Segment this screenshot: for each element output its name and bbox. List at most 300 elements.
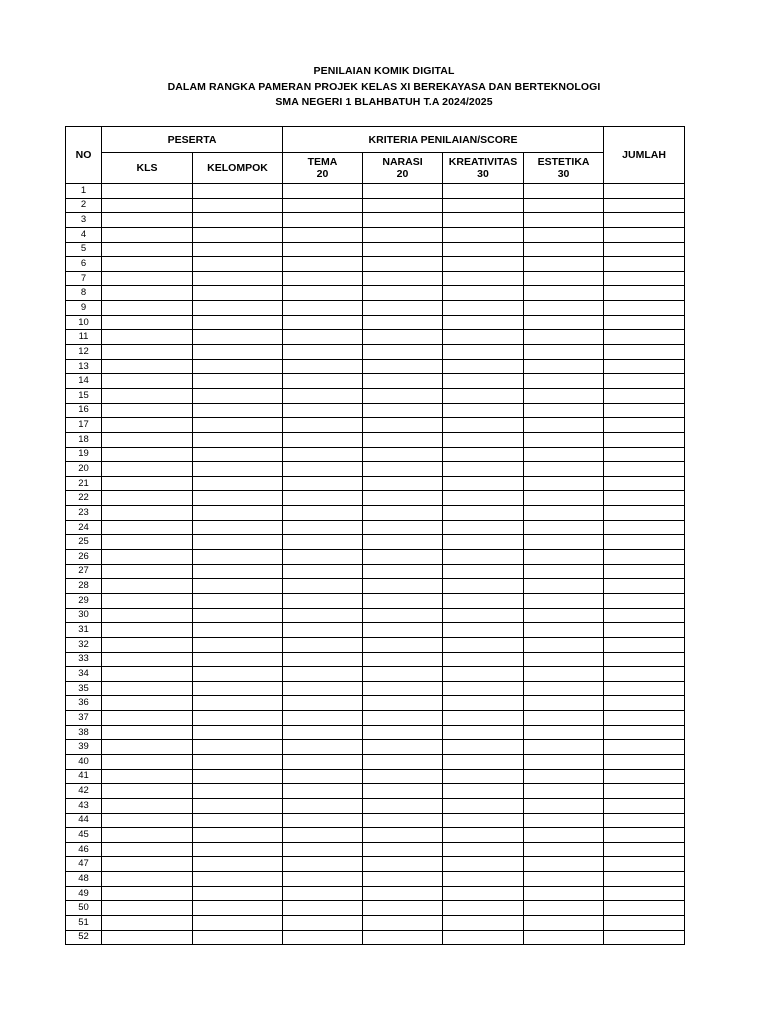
narasi-cell[interactable] bbox=[363, 506, 443, 521]
jumlah-cell[interactable] bbox=[604, 681, 685, 696]
narasi-cell[interactable] bbox=[363, 359, 443, 374]
kelompok-cell[interactable] bbox=[193, 315, 283, 330]
tema-cell[interactable] bbox=[283, 828, 363, 843]
kls-cell[interactable] bbox=[102, 462, 193, 477]
kreativitas-cell[interactable] bbox=[443, 842, 524, 857]
kls-cell[interactable] bbox=[102, 550, 193, 565]
tema-cell[interactable] bbox=[283, 754, 363, 769]
kelompok-cell[interactable] bbox=[193, 520, 283, 535]
kelompok-cell[interactable] bbox=[193, 696, 283, 711]
narasi-cell[interactable] bbox=[363, 798, 443, 813]
jumlah-cell[interactable] bbox=[604, 418, 685, 433]
estetika-cell[interactable] bbox=[524, 725, 604, 740]
kelompok-cell[interactable] bbox=[193, 798, 283, 813]
kls-cell[interactable] bbox=[102, 784, 193, 799]
estetika-cell[interactable] bbox=[524, 842, 604, 857]
estetika-cell[interactable] bbox=[524, 520, 604, 535]
narasi-cell[interactable] bbox=[363, 754, 443, 769]
narasi-cell[interactable] bbox=[363, 315, 443, 330]
estetika-cell[interactable] bbox=[524, 784, 604, 799]
kls-cell[interactable] bbox=[102, 798, 193, 813]
estetika-cell[interactable] bbox=[524, 286, 604, 301]
tema-cell[interactable] bbox=[283, 886, 363, 901]
kls-cell[interactable] bbox=[102, 872, 193, 887]
kelompok-cell[interactable] bbox=[193, 564, 283, 579]
narasi-cell[interactable] bbox=[363, 403, 443, 418]
jumlah-cell[interactable] bbox=[604, 198, 685, 213]
jumlah-cell[interactable] bbox=[604, 345, 685, 360]
kelompok-cell[interactable] bbox=[193, 593, 283, 608]
estetika-cell[interactable] bbox=[524, 550, 604, 565]
tema-cell[interactable] bbox=[283, 476, 363, 491]
estetika-cell[interactable] bbox=[524, 593, 604, 608]
estetika-cell[interactable] bbox=[524, 462, 604, 477]
kls-cell[interactable] bbox=[102, 271, 193, 286]
narasi-cell[interactable] bbox=[363, 872, 443, 887]
kls-cell[interactable] bbox=[102, 579, 193, 594]
jumlah-cell[interactable] bbox=[604, 462, 685, 477]
estetika-cell[interactable] bbox=[524, 828, 604, 843]
kls-cell[interactable] bbox=[102, 740, 193, 755]
jumlah-cell[interactable] bbox=[604, 711, 685, 726]
kelompok-cell[interactable] bbox=[193, 198, 283, 213]
kelompok-cell[interactable] bbox=[193, 623, 283, 638]
kelompok-cell[interactable] bbox=[193, 271, 283, 286]
tema-cell[interactable] bbox=[283, 227, 363, 242]
kreativitas-cell[interactable] bbox=[443, 784, 524, 799]
jumlah-cell[interactable] bbox=[604, 696, 685, 711]
jumlah-cell[interactable] bbox=[604, 491, 685, 506]
jumlah-cell[interactable] bbox=[604, 901, 685, 916]
tema-cell[interactable] bbox=[283, 257, 363, 272]
kls-cell[interactable] bbox=[102, 535, 193, 550]
narasi-cell[interactable] bbox=[363, 242, 443, 257]
kelompok-cell[interactable] bbox=[193, 769, 283, 784]
kelompok-cell[interactable] bbox=[193, 491, 283, 506]
tema-cell[interactable] bbox=[283, 769, 363, 784]
kreativitas-cell[interactable] bbox=[443, 506, 524, 521]
narasi-cell[interactable] bbox=[363, 784, 443, 799]
narasi-cell[interactable] bbox=[363, 769, 443, 784]
kls-cell[interactable] bbox=[102, 520, 193, 535]
kls-cell[interactable] bbox=[102, 886, 193, 901]
kreativitas-cell[interactable] bbox=[443, 418, 524, 433]
jumlah-cell[interactable] bbox=[604, 930, 685, 945]
kelompok-cell[interactable] bbox=[193, 901, 283, 916]
estetika-cell[interactable] bbox=[524, 564, 604, 579]
kelompok-cell[interactable] bbox=[193, 681, 283, 696]
kls-cell[interactable] bbox=[102, 403, 193, 418]
kreativitas-cell[interactable] bbox=[443, 667, 524, 682]
estetika-cell[interactable] bbox=[524, 301, 604, 316]
kls-cell[interactable] bbox=[102, 491, 193, 506]
kls-cell[interactable] bbox=[102, 564, 193, 579]
kls-cell[interactable] bbox=[102, 725, 193, 740]
kreativitas-cell[interactable] bbox=[443, 696, 524, 711]
tema-cell[interactable] bbox=[283, 447, 363, 462]
narasi-cell[interactable] bbox=[363, 213, 443, 228]
estetika-cell[interactable] bbox=[524, 901, 604, 916]
tema-cell[interactable] bbox=[283, 901, 363, 916]
tema-cell[interactable] bbox=[283, 491, 363, 506]
estetika-cell[interactable] bbox=[524, 930, 604, 945]
narasi-cell[interactable] bbox=[363, 593, 443, 608]
narasi-cell[interactable] bbox=[363, 374, 443, 389]
narasi-cell[interactable] bbox=[363, 418, 443, 433]
narasi-cell[interactable] bbox=[363, 930, 443, 945]
kreativitas-cell[interactable] bbox=[443, 271, 524, 286]
estetika-cell[interactable] bbox=[524, 667, 604, 682]
kelompok-cell[interactable] bbox=[193, 872, 283, 887]
tema-cell[interactable] bbox=[283, 403, 363, 418]
kls-cell[interactable] bbox=[102, 901, 193, 916]
kls-cell[interactable] bbox=[102, 506, 193, 521]
tema-cell[interactable] bbox=[283, 418, 363, 433]
kelompok-cell[interactable] bbox=[193, 608, 283, 623]
estetika-cell[interactable] bbox=[524, 506, 604, 521]
kls-cell[interactable] bbox=[102, 930, 193, 945]
jumlah-cell[interactable] bbox=[604, 476, 685, 491]
tema-cell[interactable] bbox=[283, 930, 363, 945]
kreativitas-cell[interactable] bbox=[443, 520, 524, 535]
jumlah-cell[interactable] bbox=[604, 388, 685, 403]
kls-cell[interactable] bbox=[102, 652, 193, 667]
jumlah-cell[interactable] bbox=[604, 754, 685, 769]
jumlah-cell[interactable] bbox=[604, 637, 685, 652]
narasi-cell[interactable] bbox=[363, 447, 443, 462]
jumlah-cell[interactable] bbox=[604, 374, 685, 389]
kreativitas-cell[interactable] bbox=[443, 374, 524, 389]
narasi-cell[interactable] bbox=[363, 564, 443, 579]
tema-cell[interactable] bbox=[283, 652, 363, 667]
tema-cell[interactable] bbox=[283, 271, 363, 286]
narasi-cell[interactable] bbox=[363, 345, 443, 360]
kreativitas-cell[interactable] bbox=[443, 301, 524, 316]
estetika-cell[interactable] bbox=[524, 388, 604, 403]
tema-cell[interactable] bbox=[283, 857, 363, 872]
estetika-cell[interactable] bbox=[524, 916, 604, 931]
jumlah-cell[interactable] bbox=[604, 872, 685, 887]
narasi-cell[interactable] bbox=[363, 462, 443, 477]
jumlah-cell[interactable] bbox=[604, 359, 685, 374]
jumlah-cell[interactable] bbox=[604, 813, 685, 828]
kls-cell[interactable] bbox=[102, 198, 193, 213]
narasi-cell[interactable] bbox=[363, 681, 443, 696]
narasi-cell[interactable] bbox=[363, 198, 443, 213]
kelompok-cell[interactable] bbox=[193, 916, 283, 931]
estetika-cell[interactable] bbox=[524, 652, 604, 667]
narasi-cell[interactable] bbox=[363, 916, 443, 931]
tema-cell[interactable] bbox=[283, 872, 363, 887]
kelompok-cell[interactable] bbox=[193, 286, 283, 301]
jumlah-cell[interactable] bbox=[604, 784, 685, 799]
kelompok-cell[interactable] bbox=[193, 725, 283, 740]
kreativitas-cell[interactable] bbox=[443, 608, 524, 623]
jumlah-cell[interactable] bbox=[604, 740, 685, 755]
tema-cell[interactable] bbox=[283, 301, 363, 316]
kls-cell[interactable] bbox=[102, 842, 193, 857]
estetika-cell[interactable] bbox=[524, 491, 604, 506]
estetika-cell[interactable] bbox=[524, 213, 604, 228]
tema-cell[interactable] bbox=[283, 579, 363, 594]
jumlah-cell[interactable] bbox=[604, 286, 685, 301]
kls-cell[interactable] bbox=[102, 754, 193, 769]
kelompok-cell[interactable] bbox=[193, 930, 283, 945]
kelompok-cell[interactable] bbox=[193, 857, 283, 872]
jumlah-cell[interactable] bbox=[604, 432, 685, 447]
kelompok-cell[interactable] bbox=[193, 447, 283, 462]
tema-cell[interactable] bbox=[283, 535, 363, 550]
kelompok-cell[interactable] bbox=[193, 506, 283, 521]
jumlah-cell[interactable] bbox=[604, 506, 685, 521]
narasi-cell[interactable] bbox=[363, 623, 443, 638]
kreativitas-cell[interactable] bbox=[443, 637, 524, 652]
narasi-cell[interactable] bbox=[363, 432, 443, 447]
jumlah-cell[interactable] bbox=[604, 242, 685, 257]
jumlah-cell[interactable] bbox=[604, 403, 685, 418]
kls-cell[interactable] bbox=[102, 359, 193, 374]
kreativitas-cell[interactable] bbox=[443, 886, 524, 901]
kreativitas-cell[interactable] bbox=[443, 535, 524, 550]
kelompok-cell[interactable] bbox=[193, 227, 283, 242]
kelompok-cell[interactable] bbox=[193, 828, 283, 843]
kreativitas-cell[interactable] bbox=[443, 476, 524, 491]
kls-cell[interactable] bbox=[102, 623, 193, 638]
kls-cell[interactable] bbox=[102, 330, 193, 345]
kreativitas-cell[interactable] bbox=[443, 286, 524, 301]
kreativitas-cell[interactable] bbox=[443, 828, 524, 843]
kls-cell[interactable] bbox=[102, 242, 193, 257]
kreativitas-cell[interactable] bbox=[443, 198, 524, 213]
estetika-cell[interactable] bbox=[524, 403, 604, 418]
kreativitas-cell[interactable] bbox=[443, 242, 524, 257]
kreativitas-cell[interactable] bbox=[443, 462, 524, 477]
tema-cell[interactable] bbox=[283, 725, 363, 740]
narasi-cell[interactable] bbox=[363, 828, 443, 843]
kls-cell[interactable] bbox=[102, 711, 193, 726]
estetika-cell[interactable] bbox=[524, 608, 604, 623]
estetika-cell[interactable] bbox=[524, 579, 604, 594]
kreativitas-cell[interactable] bbox=[443, 315, 524, 330]
jumlah-cell[interactable] bbox=[604, 798, 685, 813]
jumlah-cell[interactable] bbox=[604, 623, 685, 638]
tema-cell[interactable] bbox=[283, 213, 363, 228]
jumlah-cell[interactable] bbox=[604, 579, 685, 594]
kreativitas-cell[interactable] bbox=[443, 769, 524, 784]
kls-cell[interactable] bbox=[102, 916, 193, 931]
kelompok-cell[interactable] bbox=[193, 330, 283, 345]
jumlah-cell[interactable] bbox=[604, 608, 685, 623]
kls-cell[interactable] bbox=[102, 828, 193, 843]
kreativitas-cell[interactable] bbox=[443, 652, 524, 667]
kelompok-cell[interactable] bbox=[193, 550, 283, 565]
kreativitas-cell[interactable] bbox=[443, 857, 524, 872]
kls-cell[interactable] bbox=[102, 388, 193, 403]
kls-cell[interactable] bbox=[102, 301, 193, 316]
narasi-cell[interactable] bbox=[363, 388, 443, 403]
estetika-cell[interactable] bbox=[524, 257, 604, 272]
tema-cell[interactable] bbox=[283, 681, 363, 696]
tema-cell[interactable] bbox=[283, 711, 363, 726]
estetika-cell[interactable] bbox=[524, 227, 604, 242]
estetika-cell[interactable] bbox=[524, 696, 604, 711]
jumlah-cell[interactable] bbox=[604, 301, 685, 316]
narasi-cell[interactable] bbox=[363, 740, 443, 755]
jumlah-cell[interactable] bbox=[604, 842, 685, 857]
estetika-cell[interactable] bbox=[524, 798, 604, 813]
narasi-cell[interactable] bbox=[363, 257, 443, 272]
jumlah-cell[interactable] bbox=[604, 520, 685, 535]
narasi-cell[interactable] bbox=[363, 184, 443, 199]
tema-cell[interactable] bbox=[283, 345, 363, 360]
kreativitas-cell[interactable] bbox=[443, 213, 524, 228]
estetika-cell[interactable] bbox=[524, 184, 604, 199]
narasi-cell[interactable] bbox=[363, 301, 443, 316]
narasi-cell[interactable] bbox=[363, 725, 443, 740]
jumlah-cell[interactable] bbox=[604, 535, 685, 550]
kreativitas-cell[interactable] bbox=[443, 447, 524, 462]
jumlah-cell[interactable] bbox=[604, 227, 685, 242]
kelompok-cell[interactable] bbox=[193, 740, 283, 755]
narasi-cell[interactable] bbox=[363, 842, 443, 857]
kreativitas-cell[interactable] bbox=[443, 740, 524, 755]
kreativitas-cell[interactable] bbox=[443, 754, 524, 769]
kelompok-cell[interactable] bbox=[193, 184, 283, 199]
kelompok-cell[interactable] bbox=[193, 242, 283, 257]
jumlah-cell[interactable] bbox=[604, 213, 685, 228]
estetika-cell[interactable] bbox=[524, 857, 604, 872]
kreativitas-cell[interactable] bbox=[443, 916, 524, 931]
estetika-cell[interactable] bbox=[524, 418, 604, 433]
tema-cell[interactable] bbox=[283, 623, 363, 638]
kelompok-cell[interactable] bbox=[193, 403, 283, 418]
tema-cell[interactable] bbox=[283, 696, 363, 711]
kls-cell[interactable] bbox=[102, 213, 193, 228]
kelompok-cell[interactable] bbox=[193, 886, 283, 901]
kreativitas-cell[interactable] bbox=[443, 623, 524, 638]
jumlah-cell[interactable] bbox=[604, 667, 685, 682]
jumlah-cell[interactable] bbox=[604, 184, 685, 199]
tema-cell[interactable] bbox=[283, 667, 363, 682]
tema-cell[interactable] bbox=[283, 432, 363, 447]
jumlah-cell[interactable] bbox=[604, 886, 685, 901]
kreativitas-cell[interactable] bbox=[443, 432, 524, 447]
kls-cell[interactable] bbox=[102, 593, 193, 608]
jumlah-cell[interactable] bbox=[604, 828, 685, 843]
narasi-cell[interactable] bbox=[363, 535, 443, 550]
kreativitas-cell[interactable] bbox=[443, 930, 524, 945]
tema-cell[interactable] bbox=[283, 550, 363, 565]
kelompok-cell[interactable] bbox=[193, 813, 283, 828]
estetika-cell[interactable] bbox=[524, 769, 604, 784]
estetika-cell[interactable] bbox=[524, 271, 604, 286]
tema-cell[interactable] bbox=[283, 315, 363, 330]
tema-cell[interactable] bbox=[283, 916, 363, 931]
narasi-cell[interactable] bbox=[363, 271, 443, 286]
kelompok-cell[interactable] bbox=[193, 374, 283, 389]
kelompok-cell[interactable] bbox=[193, 535, 283, 550]
narasi-cell[interactable] bbox=[363, 886, 443, 901]
kelompok-cell[interactable] bbox=[193, 637, 283, 652]
kelompok-cell[interactable] bbox=[193, 754, 283, 769]
tema-cell[interactable] bbox=[283, 462, 363, 477]
kreativitas-cell[interactable] bbox=[443, 257, 524, 272]
kls-cell[interactable] bbox=[102, 315, 193, 330]
kls-cell[interactable] bbox=[102, 447, 193, 462]
jumlah-cell[interactable] bbox=[604, 271, 685, 286]
kelompok-cell[interactable] bbox=[193, 667, 283, 682]
kls-cell[interactable] bbox=[102, 432, 193, 447]
kelompok-cell[interactable] bbox=[193, 784, 283, 799]
estetika-cell[interactable] bbox=[524, 198, 604, 213]
kls-cell[interactable] bbox=[102, 374, 193, 389]
kelompok-cell[interactable] bbox=[193, 579, 283, 594]
estetika-cell[interactable] bbox=[524, 359, 604, 374]
tema-cell[interactable] bbox=[283, 286, 363, 301]
tema-cell[interactable] bbox=[283, 198, 363, 213]
kls-cell[interactable] bbox=[102, 418, 193, 433]
kelompok-cell[interactable] bbox=[193, 388, 283, 403]
kelompok-cell[interactable] bbox=[193, 432, 283, 447]
kreativitas-cell[interactable] bbox=[443, 813, 524, 828]
kreativitas-cell[interactable] bbox=[443, 345, 524, 360]
kreativitas-cell[interactable] bbox=[443, 403, 524, 418]
kls-cell[interactable] bbox=[102, 681, 193, 696]
estetika-cell[interactable] bbox=[524, 623, 604, 638]
kreativitas-cell[interactable] bbox=[443, 711, 524, 726]
narasi-cell[interactable] bbox=[363, 652, 443, 667]
tema-cell[interactable] bbox=[283, 842, 363, 857]
tema-cell[interactable] bbox=[283, 242, 363, 257]
kreativitas-cell[interactable] bbox=[443, 579, 524, 594]
narasi-cell[interactable] bbox=[363, 667, 443, 682]
kls-cell[interactable] bbox=[102, 476, 193, 491]
kls-cell[interactable] bbox=[102, 184, 193, 199]
jumlah-cell[interactable] bbox=[604, 330, 685, 345]
estetika-cell[interactable] bbox=[524, 476, 604, 491]
narasi-cell[interactable] bbox=[363, 227, 443, 242]
kls-cell[interactable] bbox=[102, 696, 193, 711]
kelompok-cell[interactable] bbox=[193, 462, 283, 477]
kreativitas-cell[interactable] bbox=[443, 227, 524, 242]
estetika-cell[interactable] bbox=[524, 754, 604, 769]
narasi-cell[interactable] bbox=[363, 520, 443, 535]
jumlah-cell[interactable] bbox=[604, 257, 685, 272]
estetika-cell[interactable] bbox=[524, 447, 604, 462]
tema-cell[interactable] bbox=[283, 608, 363, 623]
kls-cell[interactable] bbox=[102, 286, 193, 301]
estetika-cell[interactable] bbox=[524, 681, 604, 696]
estetika-cell[interactable] bbox=[524, 315, 604, 330]
kls-cell[interactable] bbox=[102, 227, 193, 242]
estetika-cell[interactable] bbox=[524, 432, 604, 447]
narasi-cell[interactable] bbox=[363, 696, 443, 711]
estetika-cell[interactable] bbox=[524, 637, 604, 652]
tema-cell[interactable] bbox=[283, 637, 363, 652]
kreativitas-cell[interactable] bbox=[443, 491, 524, 506]
estetika-cell[interactable] bbox=[524, 330, 604, 345]
kelompok-cell[interactable] bbox=[193, 711, 283, 726]
tema-cell[interactable] bbox=[283, 520, 363, 535]
estetika-cell[interactable] bbox=[524, 813, 604, 828]
estetika-cell[interactable] bbox=[524, 242, 604, 257]
tema-cell[interactable] bbox=[283, 813, 363, 828]
kelompok-cell[interactable] bbox=[193, 652, 283, 667]
kls-cell[interactable] bbox=[102, 769, 193, 784]
jumlah-cell[interactable] bbox=[604, 593, 685, 608]
tema-cell[interactable] bbox=[283, 593, 363, 608]
kelompok-cell[interactable] bbox=[193, 345, 283, 360]
